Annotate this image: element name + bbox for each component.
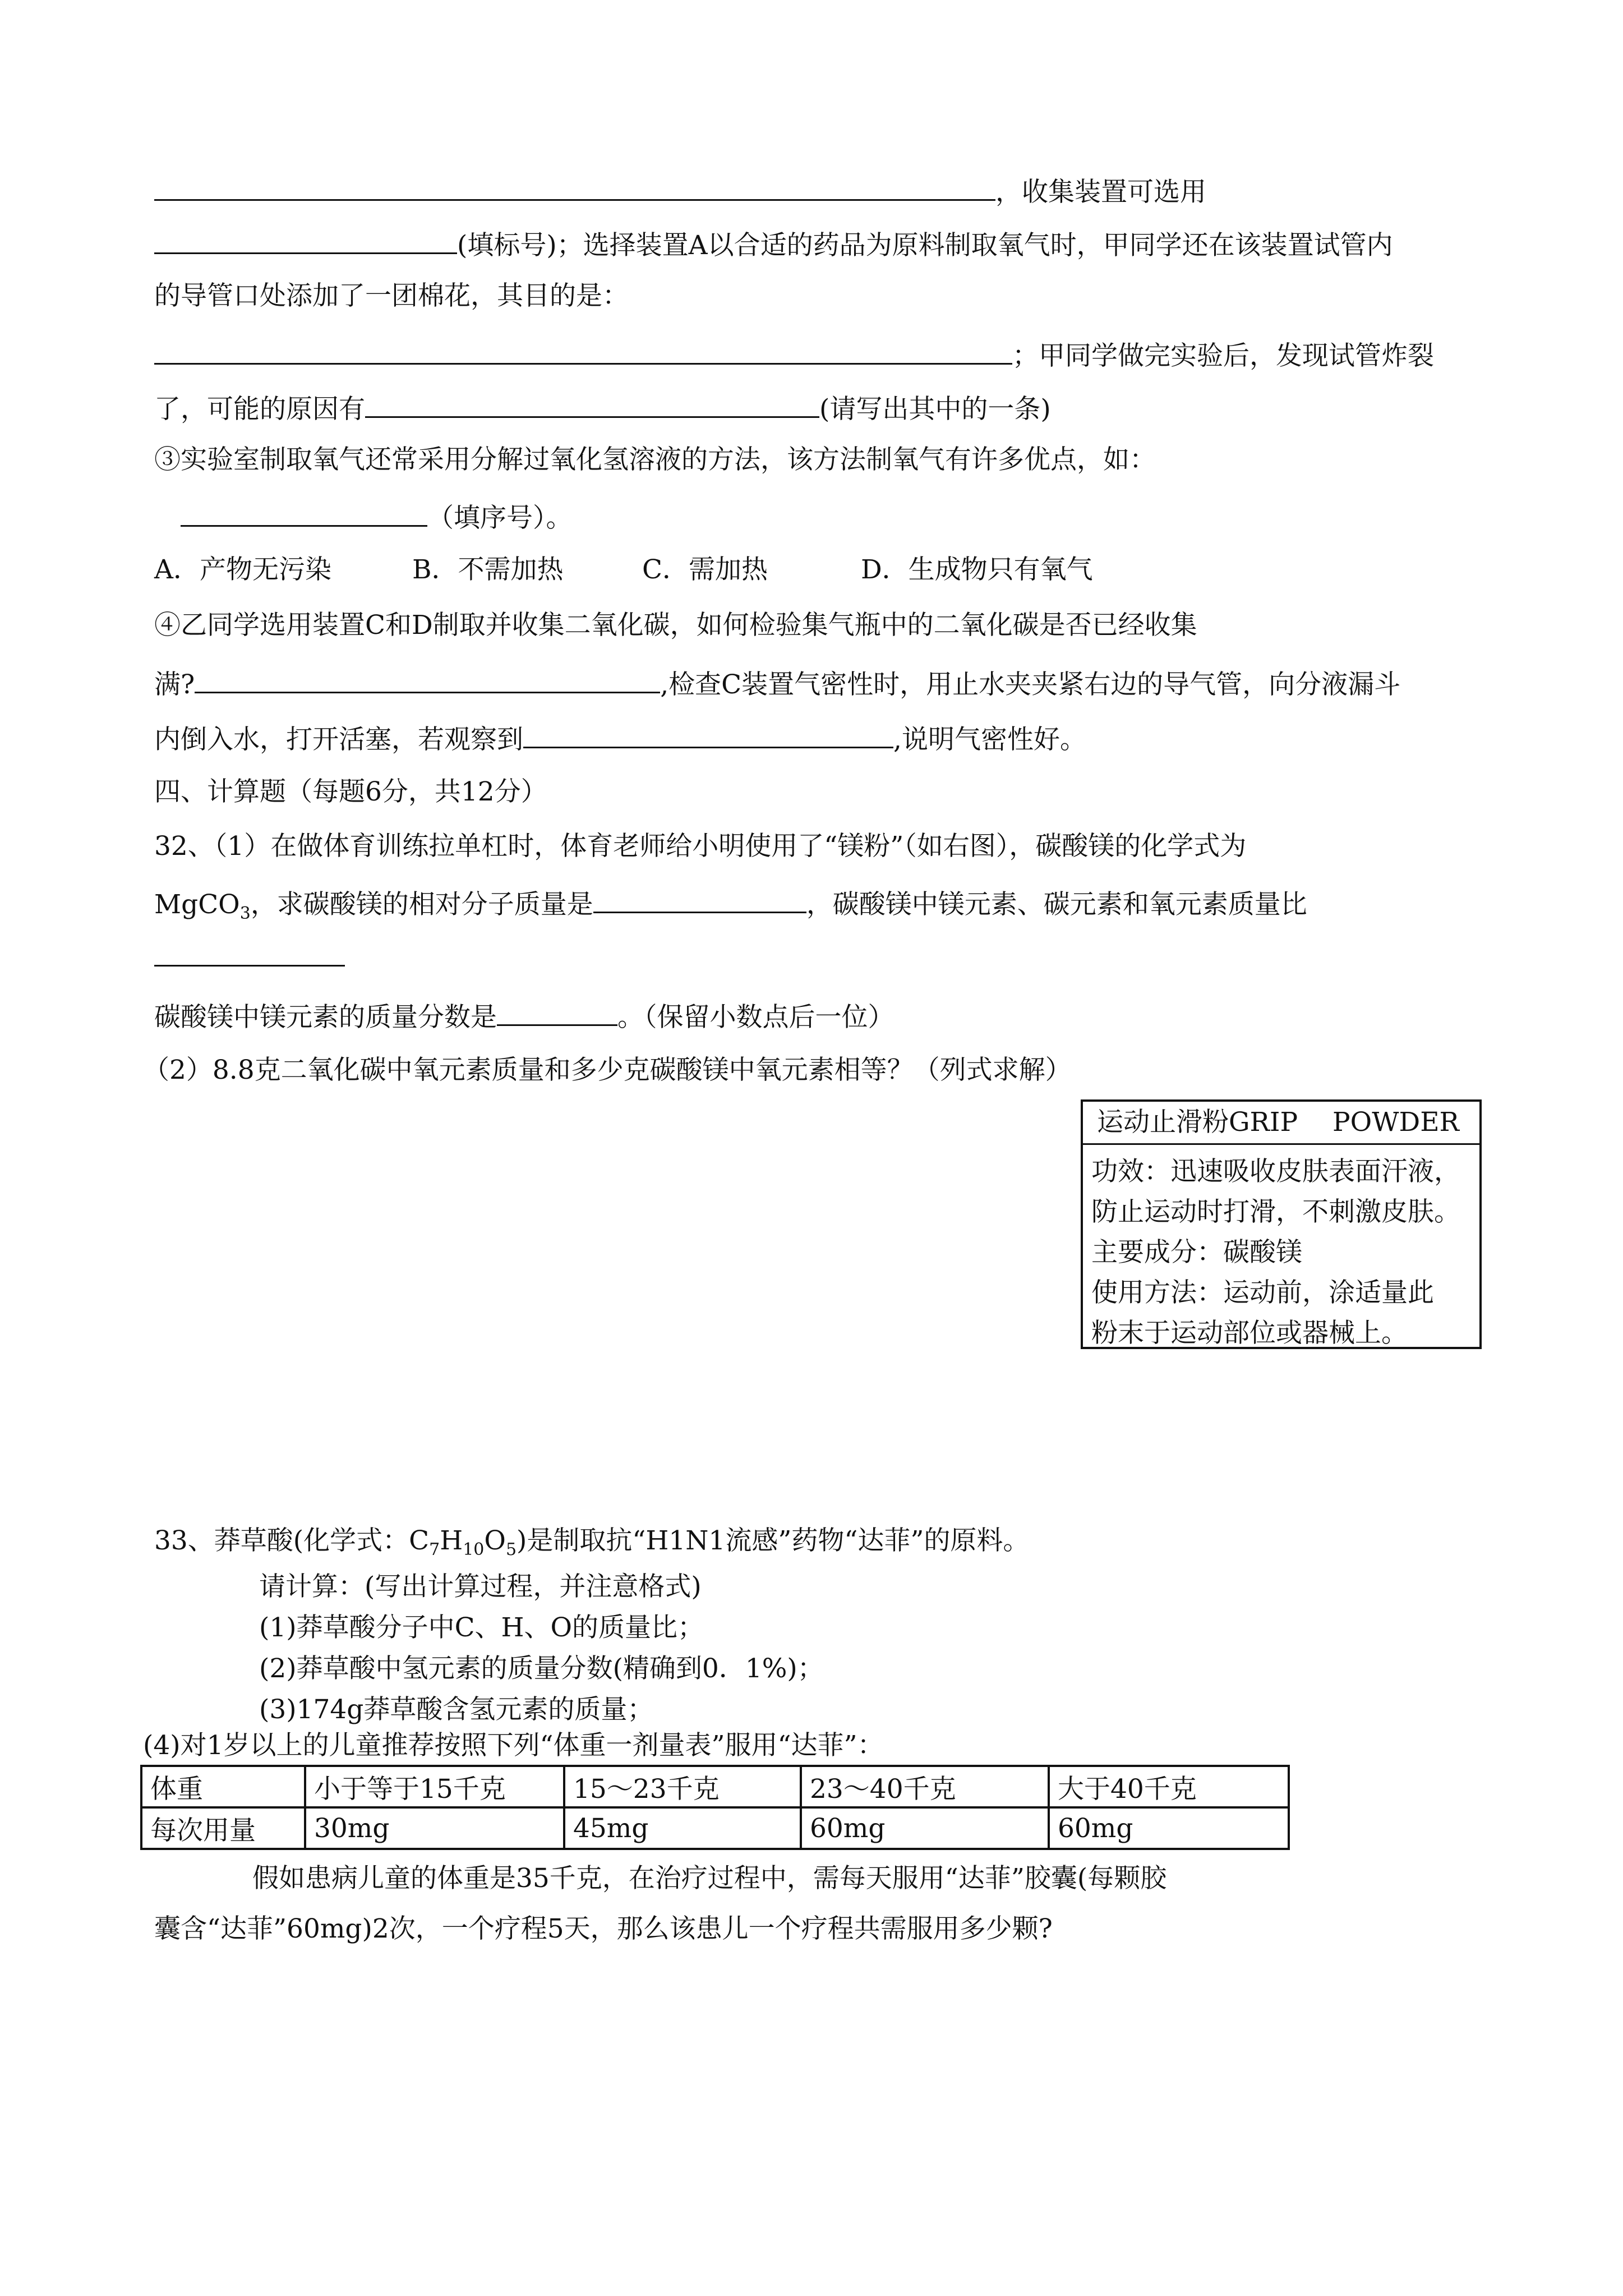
label-line: 粉末于运动部位或器械上。 <box>1091 1318 1408 1349</box>
text: ,检查C装置气密性时，用止水夹夹紧右边的导气管，向分液漏斗 <box>660 669 1401 700</box>
section-heading: 四、计算题（每题6分，共12分） <box>154 776 547 807</box>
table-cell: 小于等于15千克 <box>305 1766 564 1807</box>
options-line <box>154 552 1093 588</box>
text-line <box>181 497 573 536</box>
table-cell: 30mg <box>305 1807 564 1849</box>
answer-blank[interactable] <box>365 388 819 418</box>
text: (填标号)；选择装置A以合适的药品为原料制取氧气时，甲同学还在该装置试管内 <box>457 230 1393 261</box>
text-line: (3)174g莽草酸含氢元素的质量； <box>259 1694 654 1725</box>
table-cell: 体重 <box>141 1766 305 1807</box>
text-line: (4)对1岁以上的儿童推荐按照下列“体重一剂量表”服用“达菲”： <box>143 1730 884 1761</box>
table-cell: 23～40千克 <box>801 1766 1049 1807</box>
text: (请写出其中的一条) <box>819 394 1051 425</box>
grip-powder-label <box>1081 1099 1482 1349</box>
answer-blank[interactable] <box>154 224 457 254</box>
label-title: 运动止滑粉GRIP POWDER <box>1083 1102 1479 1145</box>
formula-subscript: 7 <box>429 1540 440 1559</box>
text-line: 囊含“达菲”60mg)2次，一个疗程5天，那么该患儿一个疗程共需服用多少颗? <box>154 1913 1053 1944</box>
answer-blank[interactable] <box>154 335 1012 365</box>
text-line: (2)莽草酸中氢元素的质量分数(精确到0．1%)； <box>259 1653 824 1684</box>
label-line: 主要成分：碳酸镁 <box>1091 1237 1302 1268</box>
formula: MgCO <box>154 889 240 920</box>
formula-subscript: 5 <box>505 1540 517 1559</box>
formula-subscript: 10 <box>463 1540 485 1559</box>
dose-table <box>140 1765 1290 1850</box>
table-cell: 60mg <box>801 1807 1049 1849</box>
text: ，收集装置可选用 <box>995 177 1206 208</box>
text-line: ③实验室制取氧气还常采用分解过氧化氢溶液的方法，该方法制氧气有许多优点，如： <box>154 444 1156 475</box>
answer-blank[interactable] <box>154 171 995 201</box>
table-header-row <box>141 1766 1289 1807</box>
text: )是制取抗“H1N1流感”药物“达菲”的原料。 <box>517 1525 1030 1556</box>
text-line: 请计算：(写出计算过程，并注意格式) <box>259 1571 702 1602</box>
text-line <box>154 388 1051 427</box>
table-row <box>141 1807 1289 1849</box>
text-line <box>154 171 1206 210</box>
table-cell: 15～23千克 <box>564 1766 801 1807</box>
text: 内倒入水，打开活塞，若观察到 <box>154 724 523 755</box>
text-line <box>154 884 1307 932</box>
text: O <box>484 1525 506 1556</box>
answer-blank[interactable] <box>154 937 345 967</box>
table-cell: 每次用量 <box>141 1807 305 1849</box>
label-line: 防止运动时打滑，不刺激皮肤。 <box>1091 1197 1460 1227</box>
text-line: 假如患病儿童的体重是35千克，在治疗过程中，需每天服用“达菲”胶囊(每颗胶 <box>252 1863 1167 1894</box>
answer-blank[interactable] <box>523 719 893 748</box>
text-line <box>154 937 345 976</box>
text-line <box>154 996 895 1036</box>
label-line: 使用方法：运动前，涂适量此 <box>1091 1277 1434 1308</box>
text-line: (1)莽草酸分子中C、H、O的质量比； <box>259 1612 704 1643</box>
question-32-part-2: （2）8.8克二氧化碳中氧元素质量和多少克碳酸镁中氧元素相等？（列式求解） <box>143 1055 1072 1085</box>
text: 。（保留小数点后一位） <box>617 1002 895 1033</box>
text: ,说明气密性好。 <box>893 724 1086 755</box>
text-line: 的导管口处添加了一团棉花，其目的是： <box>154 280 629 311</box>
text: 碳酸镁中镁元素的质量分数是 <box>154 1002 497 1033</box>
formula-subscript: 3 <box>239 904 251 923</box>
text: ；甲同学做完实验后，发现试管炸裂 <box>1012 341 1434 371</box>
option-d: D．生成物只有氧气 <box>861 554 1093 585</box>
label-body <box>1083 1145 1479 1354</box>
text: 了，可能的原因有 <box>154 394 365 425</box>
text: ，求碳酸镁的相对分子质量是 <box>250 889 593 920</box>
text-line <box>154 664 1400 703</box>
text: （填序号）。 <box>427 503 573 533</box>
answer-blank[interactable] <box>593 884 806 913</box>
option-c: C．需加热 <box>642 554 768 585</box>
table-cell: 60mg <box>1049 1807 1289 1849</box>
answer-blank[interactable] <box>195 664 660 693</box>
text-line <box>154 335 1434 374</box>
text-line <box>154 719 1086 758</box>
text: ，碳酸镁中镁元素、碳元素和氧元素质量比 <box>806 889 1307 920</box>
option-b: B．不需加热 <box>412 554 564 585</box>
text-line: ④乙同学选用装置C和D制取并收集二氧化碳，如何检验集气瓶中的二氧化碳是否已经收集 <box>154 610 1197 641</box>
text: 满? <box>154 669 195 700</box>
table-cell: 大于40千克 <box>1049 1766 1289 1807</box>
table-cell: 45mg <box>564 1807 801 1849</box>
option-a: A．产物无污染 <box>154 554 331 585</box>
text-line <box>154 224 1393 264</box>
text: 33、莽草酸(化学式：C <box>154 1525 430 1556</box>
text: H <box>440 1525 463 1556</box>
answer-blank[interactable] <box>181 497 427 527</box>
question-32: 32、（1）在做体育训练拉单杠时，体育老师给小明使用了“镁粉”（如右图），碳酸镁的化学式为 <box>154 831 1247 862</box>
question-33 <box>154 1523 1029 1568</box>
answer-blank[interactable] <box>497 996 617 1026</box>
label-line: 功效：迅速吸收皮肤表面汗液， <box>1091 1156 1460 1187</box>
